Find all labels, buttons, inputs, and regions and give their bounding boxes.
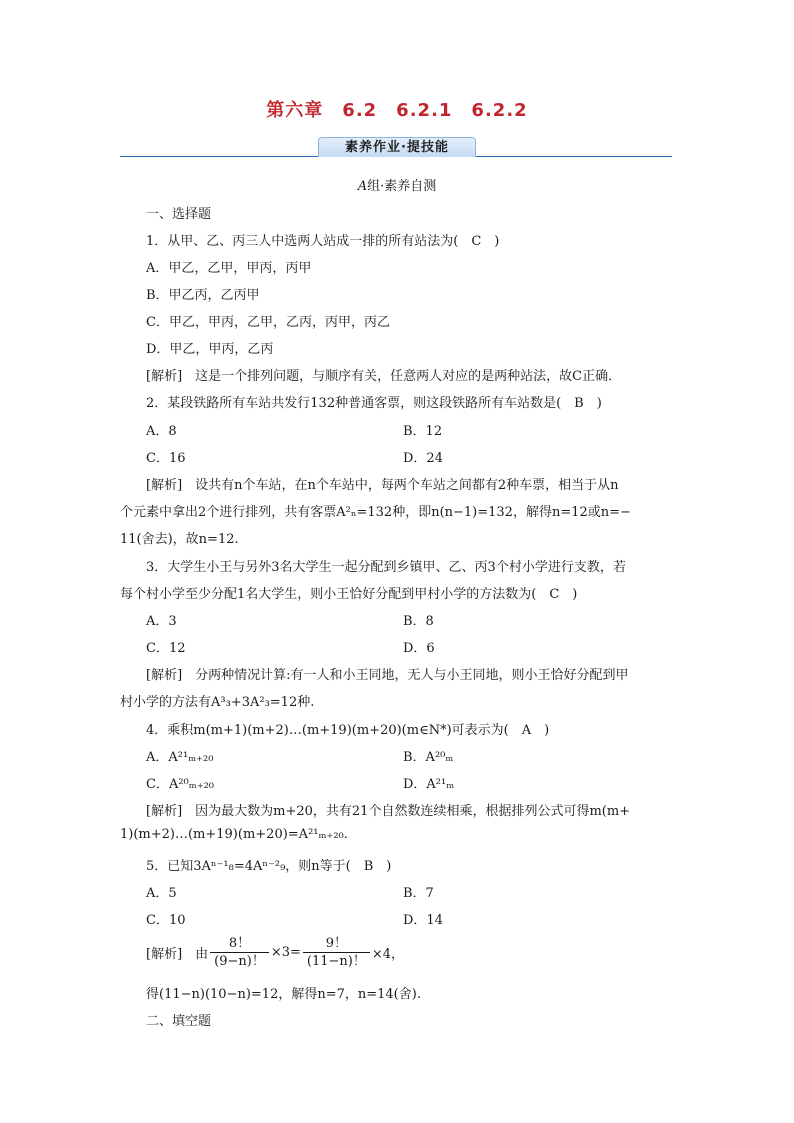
q1-stem: 1．从甲、乙、丙三人中选两人站成一排的所有站法为( C ) xyxy=(146,234,500,249)
q1-option-a: A．甲乙，乙甲，甲丙，丙甲 xyxy=(146,261,312,276)
q3-analysis-line2: 村小学的方法有A³₃+3A²₃=12种. xyxy=(120,695,315,710)
fraction-1 xyxy=(210,935,269,970)
q2-analysis-line3: 11(舍去)，故n=12. xyxy=(120,532,239,547)
q4-option-c: C．A²⁰ₘ₊₂₀ xyxy=(146,777,215,792)
q4-option-d: D．A²¹ₘ xyxy=(403,777,455,792)
q1-option-b: B．甲乙丙，乙丙甲 xyxy=(146,288,260,303)
q1-option-c: C．甲乙，甲丙，乙甲，乙丙，丙甲，丙乙 xyxy=(146,315,390,330)
q3-analysis-line1: [解析] 分两种情况计算:有一人和小王同地，无人与小王同地，则小王恰好分配到甲 xyxy=(146,668,629,683)
q3-stem-line1: 3．大学生小王与另外3名大学生一起分配到乡镇甲、乙、丙3个村小学进行支教，若 xyxy=(146,560,626,575)
fraction-1-numerator: 8！ xyxy=(210,935,269,953)
q5-analysis-equation xyxy=(146,935,404,970)
q2-option-c: C．16 xyxy=(146,451,186,466)
q3-option-d: D．6 xyxy=(403,641,435,656)
q1-option-d: D．甲乙，甲丙，乙丙 xyxy=(146,342,274,357)
q4-stem: 4．乘积m(m+1)(m+2)…(m+19)(m+20)(m∈N*)可表示为( A ) xyxy=(146,723,550,738)
q5-option-c: C．10 xyxy=(146,913,186,928)
group-letter: A xyxy=(357,179,368,194)
q2-option-b: B．12 xyxy=(403,424,443,439)
q3-option-b: B．8 xyxy=(403,614,434,629)
q5-option-d: D．14 xyxy=(403,913,443,928)
q3-option-c: C．12 xyxy=(146,641,186,656)
q2-option-d: D．24 xyxy=(403,451,443,466)
q5-analysis-suffix: ×4， xyxy=(371,947,405,962)
fraction-2 xyxy=(303,935,370,970)
q2-analysis-line1: [解析] 设共有n个车站，在n个车站中，每两个车站之间都有2种车票，相当于从n xyxy=(146,478,619,493)
q1-analysis: [解析] 这是一个排列问题，与顺序有关，任意两人对应的是两种站法，故C正确． xyxy=(146,369,622,384)
group-title xyxy=(0,175,794,194)
q5-option-b: B．7 xyxy=(403,886,434,901)
q4-analysis-line2: 1)(m+2)…(m+19)(m+20)=A²¹ₘ₊₂₀. xyxy=(120,827,348,842)
fraction-2-numerator: 9！ xyxy=(303,935,370,953)
q4-option-a: A．A²¹ₘ₊₂₀ xyxy=(146,750,214,765)
q2-option-a: A．8 xyxy=(146,424,177,439)
section-fill-heading: 二、填空题 xyxy=(146,1014,212,1029)
q2-stem: 2．某段铁路所有车站共发行132种普通客票，则这段铁路所有车站数是( B ) xyxy=(146,396,602,411)
q5-analysis-prefix: [解析] 由 xyxy=(146,947,209,962)
banner-label: 素养作业·提技能 xyxy=(318,137,476,157)
q3-stem-line2: 每个村小学至少分配1名大学生，则小王恰好分配到甲村小学的方法数为( C ) xyxy=(120,587,578,602)
group-title-text: 组·素养自测 xyxy=(367,179,437,194)
q5-conclusion: 得(11−n)(10−n)=12，解得n=7，n=14(舍). xyxy=(146,987,421,1002)
fraction-1-denominator: (9−n)！ xyxy=(214,954,265,969)
q4-analysis-line1: [解析] 因为最大数为m+20，共有21个自然数连续相乘，根据排列公式可得m(m+ xyxy=(146,804,631,819)
q5-analysis-mid: ×3= xyxy=(270,945,301,960)
fraction-2-denominator: (11−n)！ xyxy=(306,954,366,969)
chapter-title: 第六章 6.2 6.2.1 6.2.2 xyxy=(266,100,528,121)
q5-option-a: A．5 xyxy=(146,886,177,901)
q3-option-a: A．3 xyxy=(146,614,177,629)
q4-option-b: B．A²⁰ₘ xyxy=(403,750,454,765)
q5-stem: 5．已知3Aⁿ⁻¹₈=4Aⁿ⁻²₉，则n等于( B ) xyxy=(146,859,392,874)
q2-analysis-line2: 个元素中拿出2个进行排列，共有客票A²ₙ=132种，即n(n−1)=132，解得n=12或n=− xyxy=(120,505,631,520)
section-choice-heading: 一、选择题 xyxy=(146,207,212,222)
